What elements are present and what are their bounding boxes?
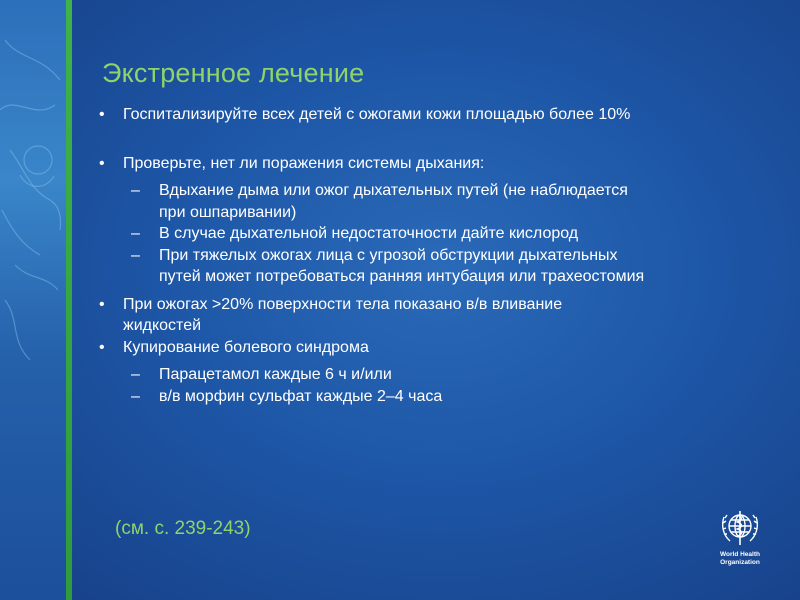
bullet-text-line: При тяжелых ожогах лица с угрозой обструкции дыхательных	[159, 246, 618, 264]
bullet-text-line: При ожогах >20% поверхности тела показано в/в вливание	[123, 295, 563, 313]
bullet-text-line: Парацетамол каждые 6 ч и/или	[159, 366, 392, 383]
bullet-item	[88, 294, 778, 337]
dash-marker: –	[131, 246, 140, 264]
bullet-list	[88, 104, 778, 407]
page-reference: (см. с. 239-243)	[115, 518, 251, 539]
bullet-text-line: Купирование болевого синдрома	[123, 338, 369, 356]
dash-marker: –	[131, 225, 140, 242]
bullet-item	[88, 153, 778, 175]
bullet-marker: •	[99, 338, 105, 356]
sub-bullet-item	[88, 364, 778, 386]
sub-bullet-item	[88, 386, 778, 408]
child-illustration-icon	[0, 0, 66, 600]
bullet-text-line: жидкостей	[123, 317, 202, 334]
bullet-text-line: при ошпаривании)	[159, 203, 297, 221]
dash-marker: –	[131, 366, 140, 383]
bullet-item	[88, 104, 778, 126]
bullet-marker: •	[99, 154, 105, 172]
accent-bar	[66, 0, 72, 600]
bullet-marker: •	[99, 295, 105, 313]
dash-marker: –	[131, 387, 140, 405]
bullet-text-line: Госпитализируйте всех детей с ожогами кожи площадью более 10%	[123, 106, 631, 123]
sub-bullet-item	[88, 223, 778, 245]
who-logo-line1: World Health	[720, 551, 760, 558]
bullet-text-line: В случае дыхательной недостаточности дайте кислород	[159, 225, 579, 242]
bullet-text-line: путей может потребоваться ранняя интубация или трахеостомия	[159, 268, 645, 285]
bullet-text-line: Проверьте, нет ли поражения системы дыхания:	[123, 154, 485, 172]
decorative-side-panel	[0, 0, 66, 600]
bullet-item	[88, 337, 778, 359]
who-logo	[700, 505, 780, 575]
bullet-text-line: Вдыхание дыма или ожог дыхательных путей (не наблюдается	[159, 182, 628, 199]
sub-bullet-item	[88, 180, 778, 223]
dash-marker: –	[131, 182, 140, 199]
slide-title: Экстренное лечение	[102, 58, 365, 88]
who-emblem-icon	[718, 505, 762, 549]
bullet-text-line: в/в морфин сульфат каждые 2–4 часа	[159, 387, 443, 405]
sub-bullet-item	[88, 245, 778, 288]
bullet-marker: •	[99, 106, 105, 123]
who-logo-line2: Organization	[720, 559, 760, 566]
